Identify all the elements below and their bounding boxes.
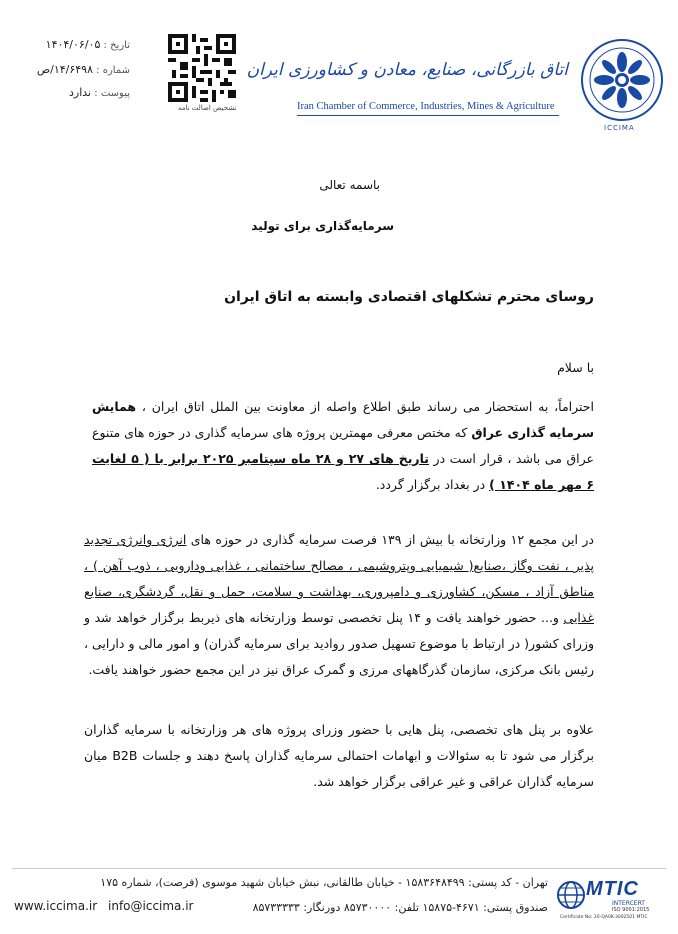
footer-website-link[interactable]: www.iccima.ir (14, 899, 98, 913)
org-name-fa: اتاق بازرگانی، صنایع، معادن و کشاورزی ایران (246, 60, 568, 80)
header-rule (297, 115, 559, 116)
subject-line: سرمایه‌گذاری برای تولید (251, 219, 394, 233)
org-name-en: Iran Chamber of Commerce, Industries, Mines & Agriculture (297, 101, 555, 112)
p2-intro: در این مجمع ۱۲ وزارتخانه با بیش از ۱۳۹ فرصت سرمایه گذاری در حوزه های (186, 532, 594, 547)
footer-contact: صندوق پستی: ۴۶۷۱-۱۵۸۷۵ تلفن: ۸۵۷۳۰۰۰۰ دورنگار: ۸۵۷۳۳۳۳۳ (252, 901, 548, 914)
footer-address: تهران - کد پستی: ۱۵۸۳۶۴۸۴۹۹ - خیابان طالقانی، نبش خیابان شهید موسوی (فرصت)، شماره ۱۷۵ (100, 876, 548, 889)
qr-code[interactable] (168, 34, 236, 102)
emblem-ring-text: ICCIMA (604, 124, 635, 132)
p1-middle: که مختص معرفی مهمترین پروژه های سرمایه گذاری در حوزه های متنوع عراق می باشد ، قرار است در (92, 425, 594, 466)
cert-sub: INTERCERT (612, 900, 645, 907)
paragraph-2 (84, 527, 594, 683)
p1-end: در بغداد برگزار گردد. (375, 477, 490, 492)
mtic-cert-logo (556, 878, 668, 924)
cert-number: Certificate No: 20-QA0K-3002501 MTIC (560, 915, 648, 920)
cert-iso: ISO 9001:2015 (612, 907, 650, 913)
number-value: ۱۴/۶۴۹۸/ص (36, 63, 93, 76)
attachment-value: ندارد (68, 86, 92, 99)
p1-event-dates: تاریخ های ۲۷ و ۲۸ ماه سپتامبر ۲۰۲۵ برابر با ( ۵ لغایت ۶ مهر ماه ۱۴۰۴ ) (92, 451, 594, 492)
attachment-row (69, 86, 130, 99)
p2-end: و... حضور خواهند یافت و ۱۴ پنل تخصصی توسط وزارتخانه های ذیربط برگزار خواهد شد و وزرای کشور( در ارتباط با موضوع تسهیل صدور روادید برای سرمایه گذران) و امور مالی و دارایی ، رئیس بانک مرکزی، سازمان گذرگاههای مرزی و گمرک عراق نیز در این مجمع حضور خواهند یافت. (84, 610, 594, 677)
attachment-label: پیوست : (94, 88, 130, 99)
date-label: تاریخ : (103, 40, 130, 51)
number-label: شماره : (96, 65, 130, 76)
number-row (37, 63, 130, 76)
cert-brand: MTIC (586, 878, 639, 900)
p2-sectors: انرژی وانرژی تجدید پذیر ، نفت وگاز ،صنایع( شیمیایی وپتروشیمی ، مصالح ساختمانی ، غذایی ودارویی ، ذوب آهن ) ، مناطق آزاد ، مسکن، کشاورزی و دامپروری، بهداشت و سلامت، حمل و نقل، گردشگری، صنایع غذایی (84, 532, 594, 625)
addressee: روسای محترم تشکلهای اقتصادی وابسته به اتاق ایران (224, 289, 594, 305)
date-row (46, 38, 130, 51)
paragraph-3: علاوه بر پنل های تخصصی، پنل هایی با حضور وزرای پروژه های هر وزارتخانه با سرمایه گذاران برگزار می شود تا به سئوالات و ابهامات احتمالی سرمایه گذاران پاسخ دهند و جلسات B2B میان سرمایه گذاران عراقی و غیر عراقی برگزار خواهد شد. (84, 722, 594, 789)
p1-event-name: همایش سرمایه گذاری عراق (92, 399, 594, 440)
greeting: با سلام (557, 360, 594, 375)
footer-email-link[interactable]: info@iccima.ir (108, 899, 194, 913)
chamber-emblem-logo (580, 38, 664, 122)
globe-icon (556, 880, 586, 910)
date-value: ۱۴۰۴/۰۶/۰۵ (45, 38, 101, 51)
paragraph-1 (92, 394, 594, 498)
p1-intro: احتراماً، به استحضار می رساند طبق اطلاع واصله از معاونت بین الملل اتاق ایران ، (136, 399, 594, 414)
qr-caption: تشخیص اصالت نامه (178, 104, 237, 112)
invocation: باسمه تعالی (319, 178, 380, 192)
footer-divider (12, 868, 666, 869)
